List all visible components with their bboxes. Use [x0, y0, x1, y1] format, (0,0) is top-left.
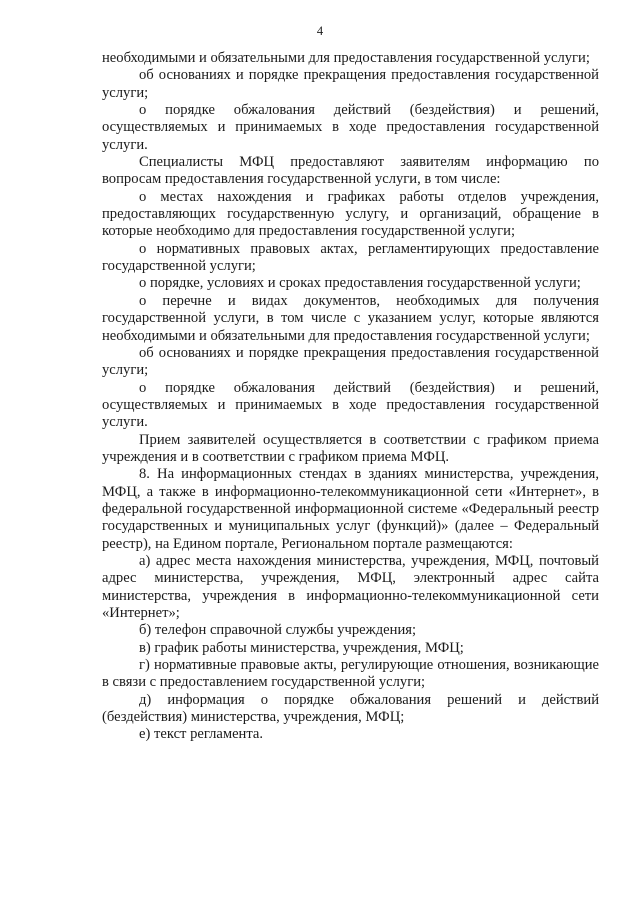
paragraph-termination-grounds-2: об основаниях и порядке прекращения предоставления государственной услуги;	[102, 344, 599, 379]
paragraph-reception-schedule: Прием заявителей осуществляется в соответствии с графиком приема учреждения и в соответствии с графиком приема МФЦ.	[102, 431, 599, 465]
list-item-g-legal-acts: г) нормативные правовые акты, регулирующие отношения, возникающие в связи с предоставлением государственной услуги;	[102, 657, 599, 691]
document-body	[102, 50, 599, 744]
list-item-a-addresses: а) адрес места нахождения министерства, учреждения, МФЦ, почтовый адрес министерства, учреждения, МФЦ, электронный адрес сайта министерства, учреждения в информационно-телекоммуникационной сети «Интернет»;	[102, 552, 599, 621]
paragraph-continuation: необходимыми и обязательными для предоставления государственной услуги;	[102, 50, 590, 66]
paragraph-appeal-procedure-2: о порядке обжалования действий (бездействия) и решений, осуществляемых и принимаемых в ходе предоставления государственной услуги.	[102, 379, 599, 431]
list-item-e-regulation-text: е) текст регламента.	[139, 726, 264, 743]
list-item-b-phone: б) телефон справочной службы учреждения;	[139, 622, 417, 639]
list-item-v-schedule: в) график работы министерства, учреждения, МФЦ;	[139, 639, 464, 656]
paragraph-mfc-specialists: Специалисты МФЦ предоставляют заявителям информацию по вопросам предоставления государственной услуги, в том числе:	[102, 154, 599, 188]
paragraph-procedure-terms: о порядке, условиях и сроках предоставления государственной услуги;	[139, 275, 581, 292]
paragraph-appeal-procedure: о порядке обжалования действий (бездействия) и решений, осуществляемых и принимаемых в ходе предоставления государственной услуги.	[102, 102, 599, 153]
page-number: 4	[316, 24, 324, 38]
paragraph-section-8: 8. На информационных стендах в зданиях министерства, учреждения, МФЦ, а также в информационно-телекоммуникационной сети «Интернет», в федеральной государственной информационной системе «Федеральный реестр государственных и муниципальных услуг (функций)» (далее – Федеральный реестр), на Едином портале, Региональном портале размещаются:	[102, 466, 599, 552]
paragraph-locations-schedules: о местах нахождения и графиках работы отделов учреждения, предоставляющих государственную услугу, и организаций, обращение в которые необходимо для предоставления государственной услуги;	[102, 188, 599, 240]
paragraph-documents-list: о перечне и видах документов, необходимых для получения государственной услуги, в том числе с указанием услуг, которые являются необходимыми и обязательными для предоставления государственной услуги;	[102, 292, 599, 344]
paragraph-termination-grounds: об основаниях и порядке прекращения предоставления государственной услуги;	[102, 67, 599, 101]
list-item-d-appeal-info: д) информация о порядке обжалования решений и действий (бездействия) министерства, учреждения, МФЦ;	[102, 691, 599, 726]
paragraph-legal-acts: о нормативных правовых актах, регламентирующих предоставление государственной услуги;	[102, 240, 599, 275]
